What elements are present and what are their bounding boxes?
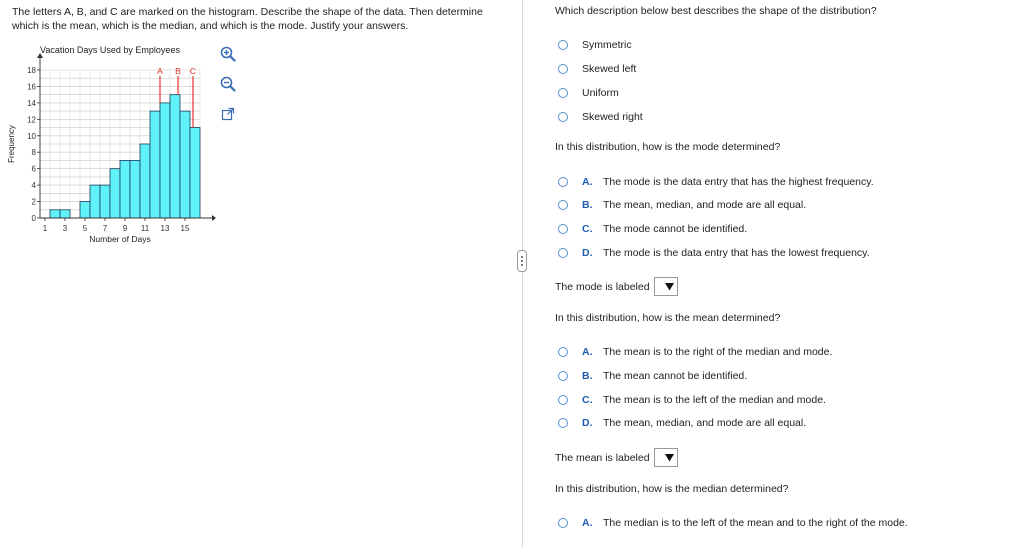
y-tick-label: 4 <box>31 181 36 191</box>
mode-labeled-row <box>555 277 678 296</box>
x-axis-arrow-icon <box>212 215 216 221</box>
histogram-bar <box>100 185 110 218</box>
x-tick-label: 15 <box>180 224 190 233</box>
x-tick-label: 3 <box>62 224 68 233</box>
y-tick-label: 2 <box>31 197 36 207</box>
y-tick-label: 14 <box>27 98 36 108</box>
option-letter: C. <box>582 394 593 406</box>
option-uniform[interactable] <box>558 87 619 99</box>
option-letter: A. <box>582 517 593 529</box>
option-label: The mode is the data entry that has the highest frequency. <box>603 176 874 188</box>
x-tick-label: 1 <box>42 224 48 233</box>
mean-question: In this distribution, how is the mean determined? <box>555 312 781 324</box>
median-option-a[interactable] <box>558 517 908 529</box>
histogram-bar <box>140 144 150 218</box>
mode-label-dropdown[interactable] <box>654 277 678 296</box>
option-label: Uniform <box>582 87 619 99</box>
option-label: Symmetric <box>582 39 632 51</box>
shape-question: Which description below best describes the shape of the distribution? <box>555 5 877 17</box>
marker-label: A <box>157 66 163 77</box>
option-letter: D. <box>582 417 593 429</box>
option-label: The mean, median, and mode are all equal. <box>603 417 807 429</box>
histogram-bar <box>170 95 180 218</box>
x-tick-label: 11 <box>140 224 150 233</box>
mode-option-c[interactable] <box>558 223 747 235</box>
histogram-bar <box>150 111 160 218</box>
option-label: The mode is the data entry that has the lowest frequency. <box>603 247 870 259</box>
y-tick-label: 18 <box>27 66 36 75</box>
y-tick-label: 10 <box>27 131 36 141</box>
right-panel <box>540 0 1024 547</box>
option-letter: B. <box>582 370 593 382</box>
mode-option-a[interactable] <box>558 176 874 188</box>
option-label: Skewed right <box>582 111 643 123</box>
radio-button[interactable] <box>558 371 568 381</box>
popout-icon[interactable] <box>219 105 237 123</box>
histogram-bar <box>130 160 140 218</box>
panel-divider <box>522 0 523 547</box>
x-tick-label: 13 <box>160 224 170 233</box>
mean-option-a[interactable] <box>558 346 832 358</box>
option-label: The mean cannot be identified. <box>603 370 748 382</box>
radio-button[interactable] <box>558 64 568 74</box>
x-axis-label: Number of Days <box>89 234 151 244</box>
y-tick-label: 6 <box>31 164 36 174</box>
radio-button[interactable] <box>558 177 568 187</box>
option-label: The mean is to the right of the median and mode. <box>603 346 833 358</box>
mode-option-d[interactable] <box>558 247 870 259</box>
y-tick-label: 16 <box>27 82 36 92</box>
chart-title: Vacation Days Used by Employees <box>40 45 180 55</box>
mean-labeled-row <box>555 448 678 467</box>
option-letter: C. <box>582 223 593 235</box>
problem-prompt: The letters A, B, and C are marked on the histogram. Describe the shape of the data. Then determine which is the mean, which is the median, and which is the mode. Justify your answers. <box>12 6 483 32</box>
option-label: The mode cannot be identified. <box>603 223 748 235</box>
histogram-bar <box>110 169 120 218</box>
mean-option-b[interactable] <box>558 370 747 382</box>
zoom-in-icon[interactable] <box>219 45 237 63</box>
marker-label: C <box>189 66 197 77</box>
x-tick-label: 7 <box>102 224 108 233</box>
median-question: In this distribution, how is the median determined? <box>555 483 789 495</box>
radio-button[interactable] <box>558 395 568 405</box>
histogram-bar <box>120 160 130 218</box>
mode-question: In this distribution, how is the mode determined? <box>555 141 781 153</box>
option-letter: A. <box>582 176 593 188</box>
histogram-bar <box>180 111 190 218</box>
y-tick-label: 0 <box>31 214 36 223</box>
histogram-bar <box>60 210 70 218</box>
option-label: Skewed left <box>582 63 637 75</box>
mean-option-c[interactable] <box>558 394 826 406</box>
histogram-svg <box>0 40 220 255</box>
radio-button[interactable] <box>558 347 568 357</box>
radio-button[interactable] <box>558 88 568 98</box>
x-tick-label: 9 <box>122 224 128 233</box>
option-label: The median is to the left of the mean and to the right of the mode. <box>603 517 908 529</box>
option-label: The mean, median, and mode are all equal. <box>603 199 807 211</box>
mean-label-dropdown[interactable] <box>654 448 678 467</box>
zoom-out-icon[interactable] <box>219 75 237 93</box>
mode-labeled-text: The mode is labeled <box>555 280 650 293</box>
panel-resize-handle[interactable] <box>517 250 527 272</box>
histogram-bar <box>50 210 60 218</box>
histogram-bar <box>190 128 200 218</box>
y-tick-label: 8 <box>31 148 36 158</box>
y-tick-label: 12 <box>27 115 36 125</box>
radio-button[interactable] <box>558 40 568 50</box>
radio-button[interactable] <box>558 418 568 428</box>
y-axis-label: Frequency <box>7 125 16 163</box>
option-skewed-left[interactable] <box>558 63 636 75</box>
histogram-bar <box>160 103 170 218</box>
marker-label: B <box>175 66 181 77</box>
radio-button[interactable] <box>558 200 568 210</box>
option-label: The mean is to the left of the median and mode. <box>603 394 826 406</box>
option-letter: A. <box>582 346 593 358</box>
mean-labeled-text: The mean is labeled <box>555 451 650 464</box>
radio-button[interactable] <box>558 248 568 258</box>
radio-button[interactable] <box>558 224 568 234</box>
dropdown-arrow-icon <box>665 453 674 462</box>
option-symmetric[interactable] <box>558 39 632 51</box>
mode-option-b[interactable] <box>558 199 806 211</box>
mean-option-d[interactable] <box>558 417 806 429</box>
option-skewed-right[interactable] <box>558 111 643 123</box>
option-letter: B. <box>582 199 593 211</box>
dropdown-arrow-icon <box>665 282 674 291</box>
histogram-chart <box>0 40 220 255</box>
x-tick-label: 5 <box>82 224 88 233</box>
histogram-bar <box>80 202 90 218</box>
histogram-bar <box>90 185 100 218</box>
radio-button[interactable] <box>558 518 568 528</box>
chart-toolbar <box>219 45 241 135</box>
radio-button[interactable] <box>558 112 568 122</box>
option-letter: D. <box>582 247 593 259</box>
